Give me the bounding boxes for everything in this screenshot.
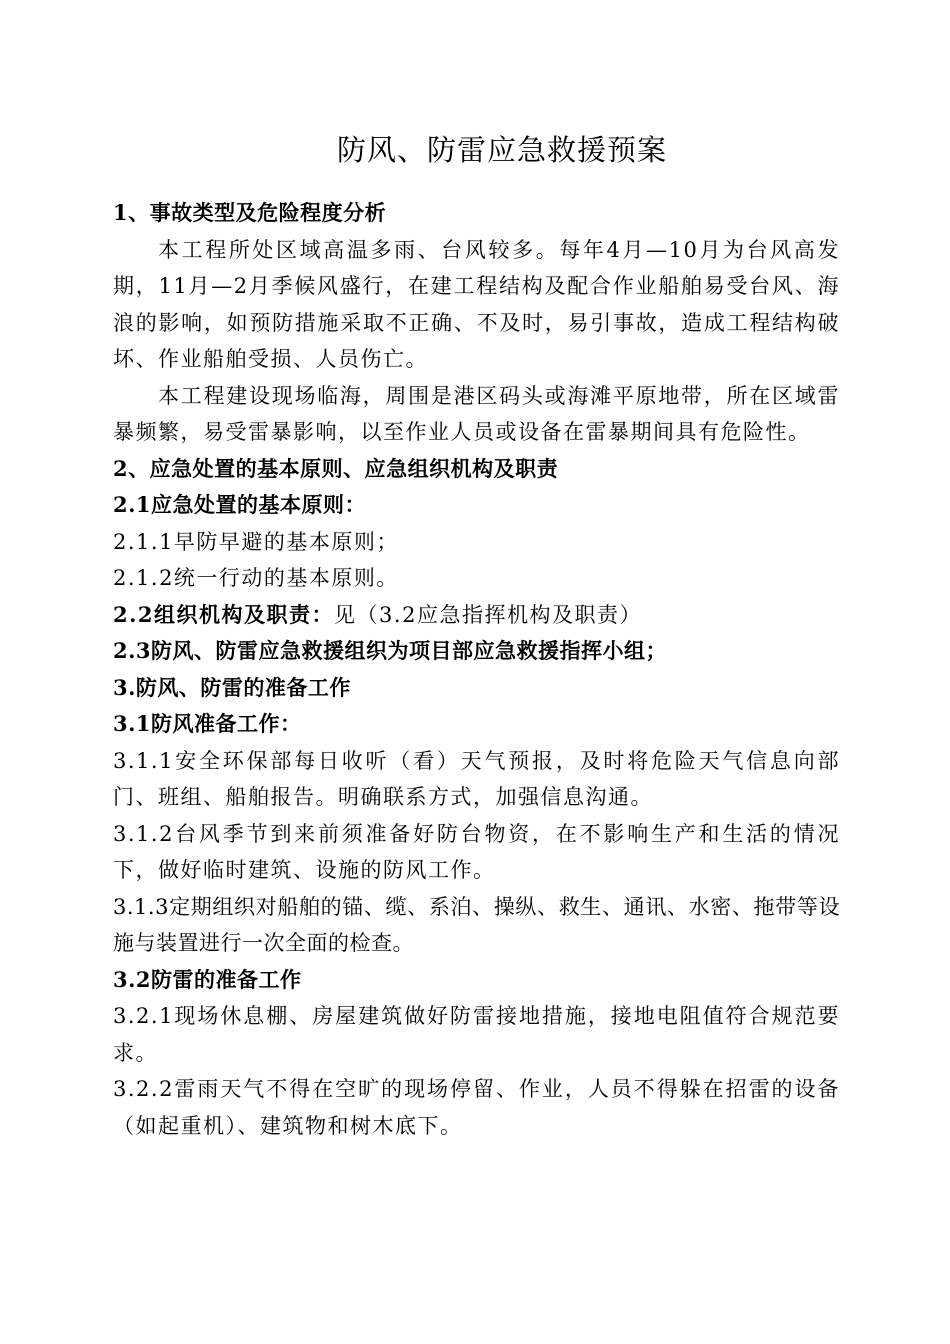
section-3-2-heading: 3.2防雷的准备工作	[113, 966, 302, 992]
section-3-heading: 3.防风、防雷的准备工作	[113, 674, 351, 700]
item-2-1-2: 2.1.2统一行动的基本原则。	[113, 566, 399, 590]
item-3-2-2: 3.2.2雷雨天气不得在空旷的现场停留、作业，人员不得躲在招雷的设备（如起重机）、建筑物和树木底下。	[113, 1077, 840, 1138]
section-2-2-line	[113, 597, 840, 634]
section-1-paragraph-2: 本工程建设现场临海，周围是港区码头或海滩平原地带，所在区域雷暴频繁，易受雷暴影响，以至作业人员或设备在雷暴期间具有危险性。	[113, 383, 840, 444]
item-3-1-3: 3.1.3定期组织对船舶的锚、缆、系泊、操纵、救生、通讯、水密、拖带等设施与装置进行一次全面的检查。	[113, 894, 840, 955]
section-2-2-label: 2.2组织机构及职责：	[113, 601, 335, 627]
section-2-2-text: 见（3.2应急指挥机构及职责）	[334, 602, 642, 627]
section-2-1-heading: 2.1应急处置的基本原则：	[113, 492, 367, 517]
item-3-2-1: 3.2.1现场休息棚、房屋建筑做好防雷接地措施，接地电阻值符合规范要求。	[113, 1004, 840, 1065]
item-2-1-1: 2.1.1早防早避的基本原则；	[113, 529, 399, 554]
section-1-heading: 1、事故类型及危险程度分析	[113, 200, 387, 225]
section-3-1-heading: 3.1防风准备工作：	[113, 711, 302, 736]
section-2-3-heading: 2.3防风、防雷应急救援组织为项目部应急救援指挥小组；	[113, 638, 668, 663]
document-body	[113, 195, 840, 1144]
document-title: 防风、防雷应急救援预案	[336, 133, 667, 167]
item-3-1-2: 3.1.2台风季节到来前须准备好防台物资，在不影响生产和生活的情况下，做好临时建筑、设施的防风工作。	[113, 821, 840, 882]
section-2-heading: 2、应急处置的基本原则、应急组织机构及职责	[113, 455, 559, 481]
item-3-1-1: 3.1.1安全环保部每日收听（看）天气预报，及时将危险天气信息向部门、班组、船舶报告。明确联系方式，加强信息沟通。	[113, 748, 840, 809]
section-1-paragraph-1: 本工程所处区域高温多雨、台风较多。每年4月—10月为台风高发期，11月—2月季候风盛行，在建工程结构及配合作业船舶易受台风、海浪的影响，如预防措施采取不正确、不及时，易引事故，造成工程结构破坏、作业船舶受损、人员伤亡。	[113, 237, 840, 371]
